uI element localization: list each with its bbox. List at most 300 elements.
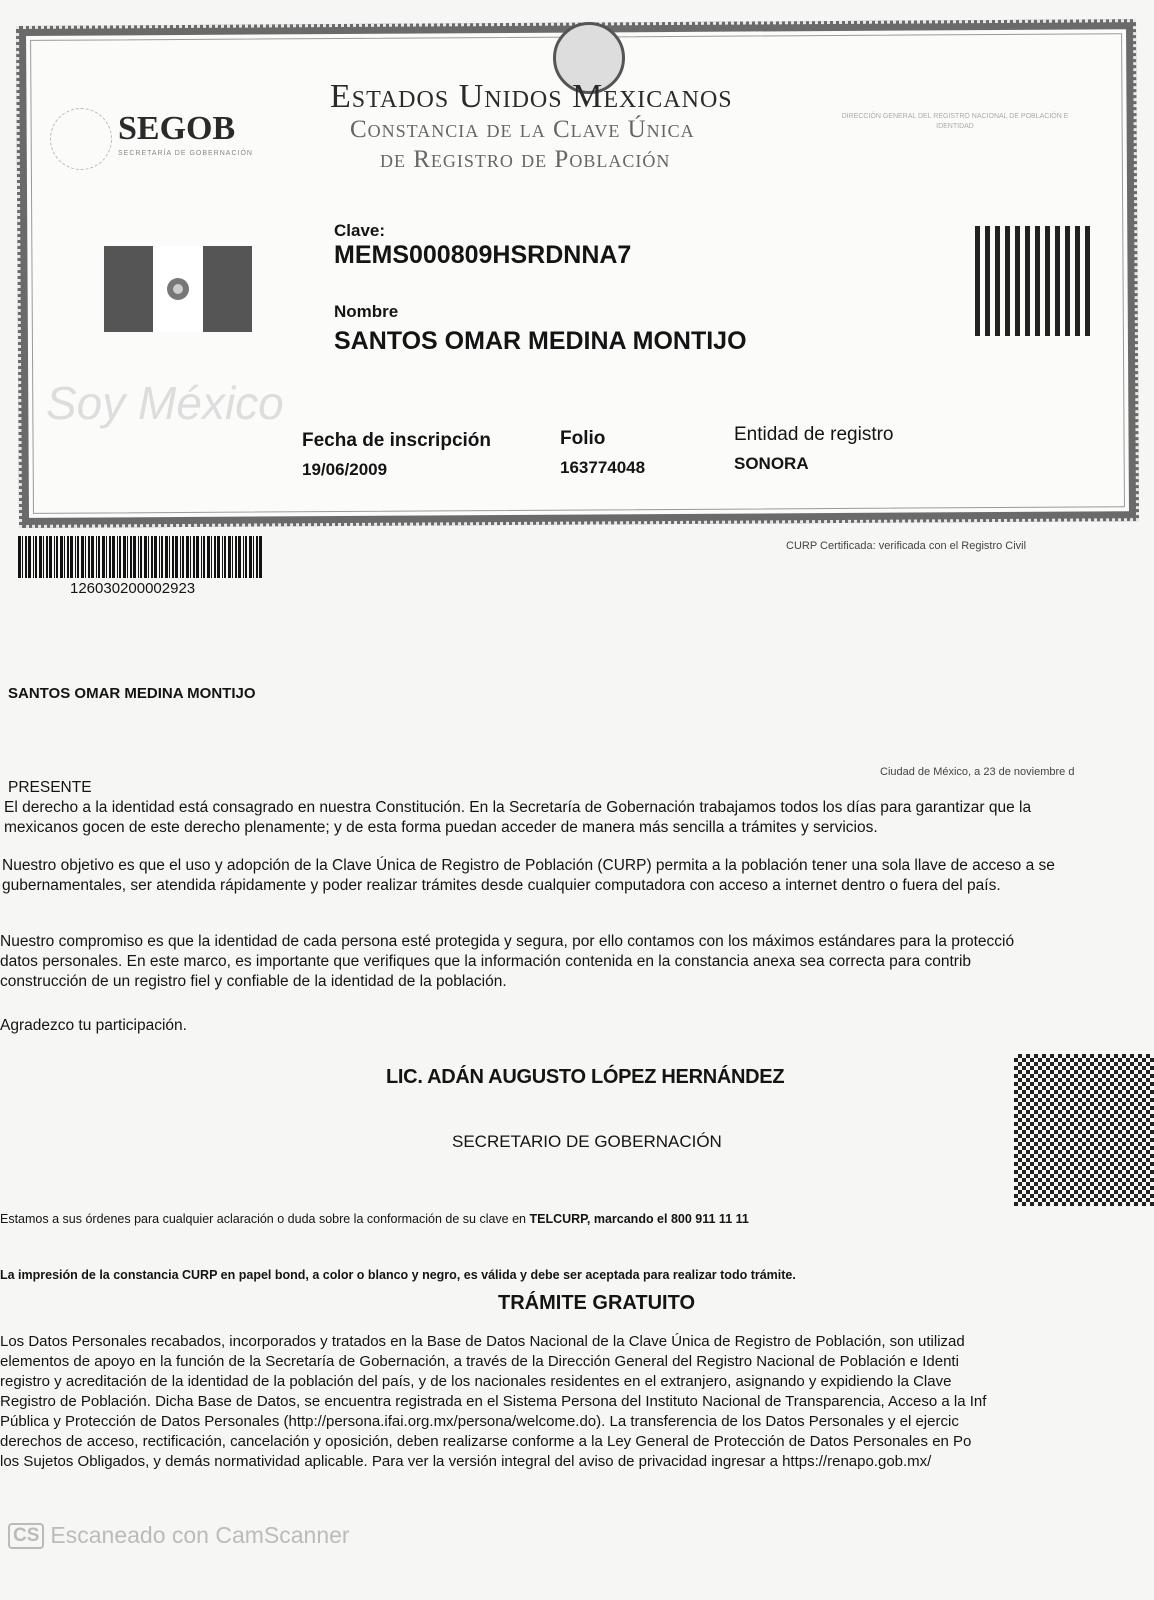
qr-module <box>1086 1082 1090 1086</box>
qr-module <box>1146 1150 1150 1154</box>
qr-module <box>995 281 1000 286</box>
qr-module <box>1045 231 1050 236</box>
qr-module <box>1126 1090 1130 1094</box>
qr-module <box>995 236 1000 241</box>
qr-module <box>1055 236 1060 241</box>
qr-module <box>1150 1170 1154 1174</box>
qr-module <box>1114 1102 1118 1106</box>
certificate-subtitle-1: Constancia de la Clave Única <box>350 116 695 143</box>
qr-module <box>1014 1074 1018 1078</box>
qr-module <box>1098 1198 1102 1202</box>
qr-module <box>1062 1098 1066 1102</box>
entidad-label: Entidad de registro <box>734 424 894 445</box>
qr-module <box>1078 1122 1082 1126</box>
qr-module <box>1025 316 1030 321</box>
qr-module <box>1090 1078 1094 1082</box>
qr-module <box>1118 1146 1122 1150</box>
letter-presente: PRESENTE <box>8 779 92 796</box>
qr-module <box>1022 1202 1026 1206</box>
qr-module <box>1066 1150 1070 1154</box>
fecha-value: 19/06/2009 <box>302 460 388 479</box>
qr-module <box>1030 1066 1034 1070</box>
qr-module <box>1050 1126 1054 1130</box>
qr-module <box>1085 306 1090 311</box>
qr-module <box>1082 1198 1086 1202</box>
agency-subtitle: SECRETARÍA DE GOBERNACIÓN <box>118 150 253 157</box>
qr-module <box>1005 271 1010 276</box>
qr-module <box>1118 1194 1122 1198</box>
qr-module <box>1054 1114 1058 1118</box>
barcode-bar <box>196 536 199 578</box>
qr-module <box>1075 286 1080 291</box>
qr-module <box>1086 1114 1090 1118</box>
qr-module <box>1085 266 1090 271</box>
qr-module <box>1074 1078 1078 1082</box>
qr-module <box>1018 1086 1022 1090</box>
qr-module <box>975 271 980 276</box>
qr-module <box>975 306 980 311</box>
barcode-bar <box>175 536 178 578</box>
mexican-flag-icon <box>104 246 252 332</box>
barcode-icon <box>18 536 262 578</box>
qr-module <box>1025 246 1030 251</box>
qr-module <box>1054 1146 1058 1150</box>
qr-module <box>1046 1154 1050 1158</box>
qr-module <box>1022 1178 1026 1182</box>
qr-module <box>1094 1146 1098 1150</box>
barcode-bar <box>60 536 63 578</box>
barcode-bar <box>127 536 128 578</box>
qr-module <box>985 241 990 246</box>
qr-module <box>1075 296 1080 301</box>
qr-module <box>1078 1154 1082 1158</box>
qr-module <box>1106 1134 1110 1138</box>
qr-module <box>1130 1198 1134 1202</box>
qr-module <box>985 261 990 266</box>
qr-module <box>1062 1194 1066 1198</box>
qr-module <box>1142 1170 1146 1174</box>
qr-module <box>1142 1058 1146 1062</box>
barcode-bar <box>98 536 100 578</box>
qr-module <box>1014 1130 1018 1134</box>
qr-module <box>1054 1106 1058 1110</box>
qr-module <box>1045 261 1050 266</box>
qr-module <box>1134 1122 1138 1126</box>
qr-module <box>1118 1186 1122 1190</box>
qr-module <box>1078 1058 1082 1062</box>
barcode-bar <box>224 536 226 578</box>
qr-module <box>1082 1134 1086 1138</box>
qr-module <box>1146 1134 1150 1138</box>
qr-module <box>1098 1126 1102 1130</box>
qr-module <box>1045 316 1050 321</box>
qr-module <box>1118 1074 1122 1078</box>
privacy-line-4: Registro de Población. Dicha Base de Datos, se encuentra registrada en el Sistema Persona del Instituto Nacional de Transparencia, Acceso a la Inf <box>0 1393 987 1410</box>
qr-module <box>1146 1182 1150 1186</box>
qr-module <box>1094 1082 1098 1086</box>
qr-module <box>1050 1062 1054 1066</box>
qr-module <box>1034 1174 1038 1178</box>
qr-module <box>1042 1110 1046 1114</box>
qr-module <box>1094 1202 1098 1206</box>
barcode-bar <box>259 536 262 578</box>
qr-module <box>1035 291 1040 296</box>
qr-module <box>1045 321 1050 326</box>
nombre-label: Nombre <box>334 302 399 321</box>
qr-module <box>1114 1054 1118 1058</box>
qr-module <box>1038 1146 1042 1150</box>
qr-module <box>1038 1074 1042 1078</box>
qr-module <box>1022 1106 1026 1110</box>
qr-module <box>1038 1186 1042 1190</box>
qr-module <box>1018 1142 1022 1146</box>
flag-stripe-left <box>104 246 153 332</box>
barcode-bar <box>56 536 58 578</box>
qr-module <box>1126 1082 1130 1086</box>
qr-module <box>1062 1170 1066 1174</box>
qr-module <box>1142 1194 1146 1198</box>
qr-module <box>1005 281 1010 286</box>
qr-module <box>1082 1142 1086 1146</box>
qr-module <box>1038 1138 1042 1142</box>
qr-module <box>995 251 1000 256</box>
qr-module <box>1122 1110 1126 1114</box>
qr-module <box>1138 1078 1142 1082</box>
qr-module <box>1018 1150 1022 1154</box>
qr-module <box>1054 1162 1058 1166</box>
qr-module <box>1106 1198 1110 1202</box>
qr-module <box>1086 1170 1090 1174</box>
qr-module <box>1050 1102 1054 1106</box>
qr-module <box>1122 1094 1126 1098</box>
qr-module <box>1110 1186 1114 1190</box>
qr-module <box>1138 1190 1142 1194</box>
qr-module <box>1055 251 1060 256</box>
qr-module <box>1130 1126 1134 1130</box>
qr-module <box>1066 1110 1070 1114</box>
qr-module <box>1114 1094 1118 1098</box>
qr-module <box>1025 271 1030 276</box>
qr-module <box>985 231 990 236</box>
qr-module <box>1022 1146 1026 1150</box>
qr-module <box>1102 1186 1106 1190</box>
qr-module <box>1110 1154 1114 1158</box>
barcode-bar <box>159 536 160 578</box>
qr-module <box>1150 1138 1154 1142</box>
qr-module <box>1106 1150 1110 1154</box>
qr-module <box>1134 1106 1138 1110</box>
qr-module <box>995 331 1000 336</box>
qr-module <box>1018 1118 1022 1122</box>
barcode-bar <box>138 536 139 578</box>
qr-module <box>1130 1166 1134 1170</box>
qr-module <box>1035 261 1040 266</box>
qr-module <box>1005 236 1010 241</box>
clave-label: Clave: <box>334 221 386 240</box>
qr-module <box>1078 1178 1082 1182</box>
qr-module <box>1102 1162 1106 1166</box>
qr-module <box>1055 266 1060 271</box>
qr-module <box>1102 1106 1106 1110</box>
qr-module <box>1055 281 1060 286</box>
qr-module <box>1065 256 1070 261</box>
qr-module <box>1030 1130 1034 1134</box>
qr-module <box>1114 1166 1118 1170</box>
barcode-bar <box>77 536 79 578</box>
qr-module <box>1058 1142 1062 1146</box>
qr-module <box>1134 1194 1138 1198</box>
qr-module <box>1110 1106 1114 1110</box>
qr-module <box>1122 1102 1126 1106</box>
qr-module <box>1055 321 1060 326</box>
qr-module <box>1082 1070 1086 1074</box>
qr-module <box>1102 1178 1106 1182</box>
qr-module <box>975 316 980 321</box>
qr-module <box>1106 1086 1110 1090</box>
qr-module <box>1150 1162 1154 1166</box>
qr-module <box>1106 1174 1110 1178</box>
qr-module <box>995 256 1000 261</box>
qr-module <box>1082 1190 1086 1194</box>
qr-module <box>1082 1086 1086 1090</box>
qr-module <box>1094 1170 1098 1174</box>
qr-module <box>1118 1178 1122 1182</box>
qr-module <box>1045 301 1050 306</box>
qr-module <box>1070 1098 1074 1102</box>
qr-module <box>1045 296 1050 301</box>
qr-module <box>1054 1090 1058 1094</box>
barcode-bar <box>245 536 247 578</box>
qr-module <box>1075 261 1080 266</box>
qr-module <box>1005 331 1010 336</box>
qr-module <box>1045 331 1050 336</box>
qr-module <box>1078 1130 1082 1134</box>
qr-module <box>1014 1114 1018 1118</box>
barcode-bar <box>43 536 44 578</box>
qr-module <box>1078 1090 1082 1094</box>
barcode-bar <box>151 536 153 578</box>
qr-module <box>1050 1054 1054 1058</box>
qr-module <box>1038 1098 1042 1102</box>
qr-module <box>1082 1174 1086 1178</box>
qr-module <box>995 266 1000 271</box>
qr-module <box>1022 1066 1026 1070</box>
qr-module <box>1014 1178 1018 1182</box>
qr-module <box>1130 1086 1134 1090</box>
qr-module <box>1110 1074 1114 1078</box>
qr-module <box>1142 1178 1146 1182</box>
qr-module <box>1050 1174 1054 1178</box>
qr-module <box>1062 1146 1066 1150</box>
qr-module <box>1054 1098 1058 1102</box>
qr-module <box>1126 1098 1130 1102</box>
qr-module <box>985 266 990 271</box>
qr-module <box>1034 1190 1038 1194</box>
barcode-bar <box>75 536 76 578</box>
qr-module <box>1022 1098 1026 1102</box>
qr-module <box>1142 1162 1146 1166</box>
qr-module <box>1058 1182 1062 1186</box>
qr-module <box>1134 1074 1138 1078</box>
qr-module <box>1114 1134 1118 1138</box>
qr-module <box>1034 1182 1038 1186</box>
qr-module <box>1046 1074 1050 1078</box>
qr-module <box>1130 1150 1134 1154</box>
qr-module <box>1142 1090 1146 1094</box>
barcode-bar <box>172 536 174 578</box>
qr-module <box>1074 1174 1078 1178</box>
qr-module <box>1146 1094 1150 1098</box>
signer-title: SECRETARIO DE GOBERNACIÓN <box>452 1132 722 1151</box>
qr-module <box>1110 1114 1114 1118</box>
qr-module <box>1058 1158 1062 1162</box>
qr-module <box>1035 296 1040 301</box>
qr-module <box>1118 1122 1122 1126</box>
qr-module <box>1142 1186 1146 1190</box>
qr-module <box>1086 1138 1090 1142</box>
fecha-label: Fecha de inscripción <box>302 430 491 451</box>
qr-module <box>1130 1062 1134 1066</box>
qr-module <box>1150 1178 1154 1182</box>
qr-module <box>1070 1082 1074 1086</box>
qr-module <box>1146 1062 1150 1066</box>
qr-module <box>1065 296 1070 301</box>
qr-module <box>1026 1126 1030 1130</box>
barcode-bar <box>203 536 205 578</box>
qr-module <box>1138 1150 1142 1154</box>
qr-module <box>1130 1110 1134 1114</box>
qr-module <box>1005 321 1010 326</box>
qr-module <box>1094 1122 1098 1126</box>
tramite-gratuito: TRÁMITE GRATUITO <box>498 1292 696 1314</box>
qr-module <box>1042 1182 1046 1186</box>
qr-module <box>1015 261 1020 266</box>
qr-module <box>1054 1170 1058 1174</box>
qr-module <box>1030 1090 1034 1094</box>
qr-module <box>1065 271 1070 276</box>
qr-module <box>1078 1170 1082 1174</box>
qr-module <box>1042 1102 1046 1106</box>
qr-module <box>1045 311 1050 316</box>
qr-module <box>1142 1146 1146 1150</box>
qr-module <box>1058 1174 1062 1178</box>
qr-module <box>1050 1150 1054 1154</box>
qr-module <box>1090 1126 1094 1130</box>
qr-module <box>995 296 1000 301</box>
qr-module <box>1098 1150 1102 1154</box>
qr-module <box>1065 331 1070 336</box>
qr-module <box>1075 256 1080 261</box>
qr-module <box>1038 1170 1042 1174</box>
qr-module <box>1055 286 1060 291</box>
qr-module <box>1035 331 1040 336</box>
qr-module <box>1134 1066 1138 1070</box>
qr-module <box>1110 1202 1114 1206</box>
qr-module <box>1126 1106 1130 1110</box>
qr-module <box>1070 1106 1074 1110</box>
qr-module <box>1022 1074 1026 1078</box>
qr-module <box>1035 246 1040 251</box>
qr-module <box>1014 1090 1018 1094</box>
qr-module <box>1150 1058 1154 1062</box>
qr-module <box>1086 1066 1090 1070</box>
renapo-logo-text: DIRECCIÓN GENERAL DEL REGISTRO NACIONAL DE POBLACIÓN E IDENTIDAD <box>841 113 1069 130</box>
qr-module <box>1138 1110 1142 1114</box>
qr-module <box>1130 1070 1134 1074</box>
privacy-line-7: los Sujetos Obligados, y demás normatividad aplicable. Para ver la versión integral del aviso de privacidad ingresar a https://renapo.gob.mx/ <box>0 1453 932 1470</box>
qr-module <box>1055 316 1060 321</box>
qr-module <box>1014 1202 1018 1206</box>
qr-module <box>1085 316 1090 321</box>
qr-module <box>1075 331 1080 336</box>
qr-module <box>1062 1058 1066 1062</box>
qr-module <box>1075 311 1080 316</box>
qr-module <box>1085 291 1090 296</box>
barcode-bar <box>193 536 195 578</box>
qr-module <box>1005 251 1010 256</box>
qr-module <box>1150 1146 1154 1150</box>
qr-module <box>1066 1198 1070 1202</box>
qr-module <box>1018 1078 1022 1082</box>
qr-module <box>1110 1058 1114 1062</box>
qr-module <box>1098 1158 1102 1162</box>
qr-module <box>1045 326 1050 331</box>
qr-module <box>1022 1170 1026 1174</box>
qr-module <box>1030 1202 1034 1206</box>
qr-module <box>1030 1122 1034 1126</box>
qr-module <box>1150 1186 1154 1190</box>
qr-module <box>1058 1102 1062 1106</box>
qr-module <box>1018 1094 1022 1098</box>
qr-module <box>1090 1070 1094 1074</box>
qr-module <box>1114 1126 1118 1130</box>
qr-module <box>1102 1194 1106 1198</box>
qr-module <box>1126 1066 1130 1070</box>
qr-module <box>1098 1086 1102 1090</box>
qr-module <box>1118 1162 1122 1166</box>
qr-module <box>975 236 980 241</box>
qr-module <box>985 311 990 316</box>
qr-module <box>1118 1082 1122 1086</box>
qr-module <box>1038 1178 1042 1182</box>
qr-module <box>1025 236 1030 241</box>
qr-module <box>985 251 990 256</box>
qr-module <box>1034 1126 1038 1130</box>
qr-module <box>1038 1066 1042 1070</box>
qr-module <box>1085 231 1090 236</box>
qr-module <box>1098 1174 1102 1178</box>
qr-module <box>1118 1066 1122 1070</box>
qr-module <box>1015 236 1020 241</box>
qr-module <box>1146 1054 1150 1058</box>
qr-module <box>1045 276 1050 281</box>
qr-module <box>1126 1058 1130 1062</box>
qr-module <box>1042 1094 1046 1098</box>
barcode-bar <box>88 536 90 578</box>
qr-module <box>1018 1190 1022 1194</box>
barcode-bar <box>207 536 210 578</box>
qr-module <box>1150 1066 1154 1070</box>
barcode-bar <box>33 536 34 578</box>
qr-module <box>1082 1062 1086 1066</box>
qr-module <box>995 241 1000 246</box>
qr-module <box>1065 316 1070 321</box>
qr-module <box>1130 1142 1134 1146</box>
barcode-number: 126030200002923 <box>70 580 196 597</box>
qr-module <box>1110 1162 1114 1166</box>
barcode-bar <box>85 536 86 578</box>
qr-module <box>1066 1174 1070 1178</box>
